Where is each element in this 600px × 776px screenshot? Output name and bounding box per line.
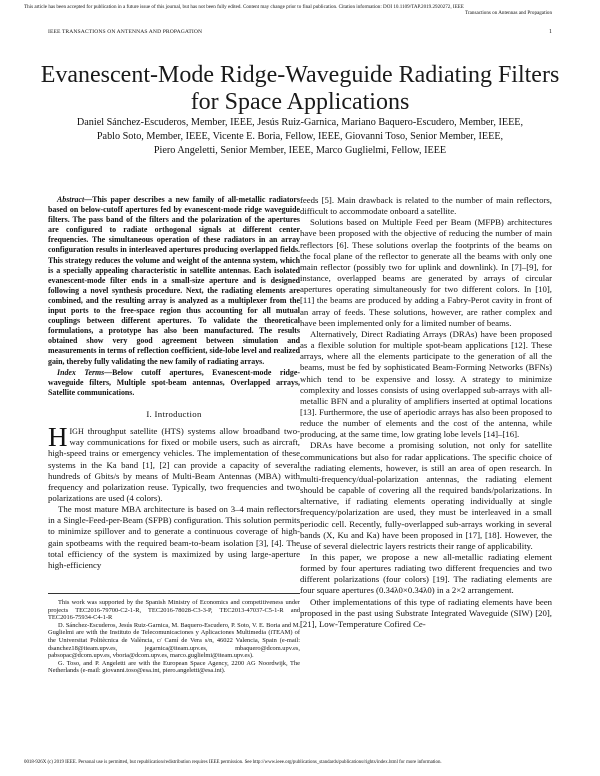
drop-cap: H <box>48 422 68 453</box>
author-line-3: Piero Angeletti, Senior Member, IEEE, Marco Guglielmi, Fellow, IEEE <box>153 144 447 156</box>
index-terms-text: —Below cutoff apertures, Evanescent-mode ridge-waveguide filters, Multiple spot-beam antennas, Overlapped arrays, Satellite communications. <box>48 367 301 397</box>
index-terms <box>48 368 300 398</box>
copyright-footer: 0018-926X (c) 2019 IEEE. Personal use is permitted, but republication/redistribution requires IEEE permission. See http://www.ieee.org/publications_standards/publications/rights/index.html for more information. <box>24 760 442 765</box>
notice-line-2: Transactions on Antennas and Propagation <box>465 10 552 17</box>
left-column <box>48 195 300 675</box>
right-paragraph-2: Solutions based on Multiple Feed per Beam (MFPB) architectures have been proposed with the objective of reducing the number of main reflectors [6]. These solutions overlap the footprints of the beams on the focal plane of the reflector to generate all the beams with only one main reflector (possibly two for uplink and downlink). In [7]–[9], for instance, overlapped beams are generated by arrays of circular apertures operating simultaneously for two different colors. In [10], [11] the beams are produced by adding a Fabry-Perot cavity in front of an array of feeds. These solutions, however, are rather complex and have been implemented only for a limited number of beams. <box>300 217 552 328</box>
footnote-rule <box>48 593 300 594</box>
publication-notice <box>24 4 576 17</box>
running-head: IEEE TRANSACTIONS ON ANTENNAS AND PROPAGATION <box>48 29 203 35</box>
intro-paragraph-1-text: throughput satellite (HTS) systems allow broadband two-way communications for fixed or mobile users, such as aircraft, high-speed trains or emergency vehicles. The implementation of these systems in the Ka band [1], [2] can provide a capacity of several hundreds of Gbits/s by means of Multi-Beam Antennas (MBA) with frequency and polarization reuse. Typically, two frequencies and two polarizations are used (4 colors). <box>48 426 300 503</box>
author-line-2: Pablo Soto, Member, IEEE, Vicente E. Boria, Fellow, IEEE, Giovanni Toso, Senior Member, IEEE, <box>96 130 504 142</box>
paper-title: Evanescent-Mode Ridge-Waveguide Radiating Filters for Space Applications <box>40 62 560 115</box>
abstract-text: —This paper describes a new family of all-metallic radiators based on below-cutoff apertures fed by evanescent-mode ridge waveguide filters. The pass band of the filters and the polarization of the apertures are configured to radiate orthogonal signals at different center frequencies. The simultaneous operation of these radiators in an array configuration results in interleaved apertures producing overlapped fields. This strategy reduces the volume and weight of the antenna system, which is a specially appealing characteristic in satellite antennas. Each isolated evanescent-mode filter ends in a small-size aperture and is designed following a novel synthesis procedure. Next, the radiating elements are combined, and the resulting array is analyzed as a multiplexer from the input ports to the free-space region thus accounting for all mutual couplings between different apertures. To validate the theoretical formulations, a prototype has also been manufactured. The results obtained show very good agreement between simulation and measurements in terms of reflection coefficient, side-lobe level and realized gain, thereby fully validating the new family of radiating arrays. <box>48 195 300 366</box>
notice-line-1: This article has been accepted for publication in a future issue of this journal, but has not been fully edited. Content may change prior to final publication. Citation information: DOI 10.1109/TAP.2019.2920272, IEEE <box>24 4 464 10</box>
right-paragraph-3: Alternatively, Direct Radiating Arrays (DRAs) have been proposed as a flexible solution for multiple spot-beam applications [12]. These arrays, where all the elements participate to the generation of all the beams, must be fed by sophisticated Beam-Forming Networks (BFNs) which tend to be expensive and lossy. A strategy to minimize complexity and losses consists of using overlapped sub-arrays with all-metallic BFN and a plurality of amplifiers inserted at optimal locations [13]. Furthermore, the use of aperiodic arrays has also been proposed to reduce the number of elements and the cost of the antenna, while producing, at the same time, low grating lobe levels [14]–[16]. <box>300 328 552 440</box>
intro-first-word: IGH <box>69 427 84 437</box>
right-paragraph-5: In this paper, we propose a new all-metallic radiating element formed by four apertures radiating two different frequencies and two different polarizations (four colors) [19]. The radiating elements are four square apertures (0.34λ0×0.34λ0) in a 2×2 arrangement. <box>300 552 552 596</box>
abstract-label: Abstract <box>57 195 85 204</box>
author-line-1: Daniel Sánchez-Escuderos, Member, IEEE, Jesús Ruiz-Garnica, Mariano Baquero-Escudero, Member, IEEE, <box>76 117 524 128</box>
intro-paragraph-2: The most mature MBA architecture is based on 3–4 main reflectors in a Single-Feed-per-Beam (SFPB) configuration. This solution permits to minimize spillover and to generate a continuous coverage of high-gain spotbeams with the required beam-to-beam isolation [3], [4]. The total efficiency of the system is maximized by using large-aperture high-efficiency <box>48 504 300 570</box>
abstract <box>48 195 300 367</box>
index-terms-label: Index Terms <box>57 367 105 377</box>
section-heading-introduction: I. Introduction <box>146 408 202 419</box>
right-paragraph-1: feeds [5]. Main drawback is related to the number of main reflectors, difficult to accommodate onboard a satellite. <box>300 195 552 217</box>
right-paragraph-4: DRAs have become a promising solution, not only for satellite communications but also for radar applications. The specific choice of the radiating elements, however, is still an area of open research. In multi-frequency/dual-polarization antennas, the radiating element should be capable of covering all the required bands/polarizations. In alternative, if radiating elements operating individually at single frequency/polarization are used, they must be interleaved in a small periodic cell. Recently, fully-overlapped sub-arrays working in several bands (X, Ku and Ka) have been proposed in [17], [18]. However, the use of several dielectric layers restricts their range of applicability. <box>300 440 552 551</box>
intro-paragraph-1 <box>48 422 300 504</box>
right-paragraph-6: Other implementations of this type of radiating elements have been proposed in the past using Substrate Integrated Waveguide (SIW) [20], [21], Low-Temperature Cofired Ce- <box>300 596 552 629</box>
right-column <box>300 195 552 630</box>
page-number: 1 <box>549 29 552 35</box>
footnote-funding: This work was supported by the Spanish Ministry of Economics and competitiveness under projects TEC2016-79700-C2-1-R, TEC2016-78028-C3-3-P, TEC2013-47037-C5-1-R and TEC2016-75934-C4-1-R <box>48 599 300 622</box>
footnote-affiliation-esa: G. Toso, and P. Angeletti are with the European Space Agency, 2200 AG Noordwijk, The Netherlands (e-mail: giovanni.toso@esa.int, piero.angeletti@esa.int). <box>48 659 300 675</box>
author-list <box>40 116 560 157</box>
footnote-affiliation-iteam: D. Sánchez-Escuderos, Jesús Ruiz-Garnica, M. Baquero-Escudero, P. Soto, V. E. Boria and M. Guglielmi are with the Instituto de Telecomunicaciones y Aplicaciones Multimedia (iTEAM) of the Universitat Politècnica de València, c/ Camí de Vera s/n, 46022 Valencia, Spain (e-mail: dsanchez18@iteam.upv.es, jegarnica@iteam.upv.es, mbaquero@dcom.upv.es, pabsopac@dcom.upv.es, vboria@dcom.upv.es, marco.guglielmi@iteam.upv.es). <box>48 621 300 660</box>
